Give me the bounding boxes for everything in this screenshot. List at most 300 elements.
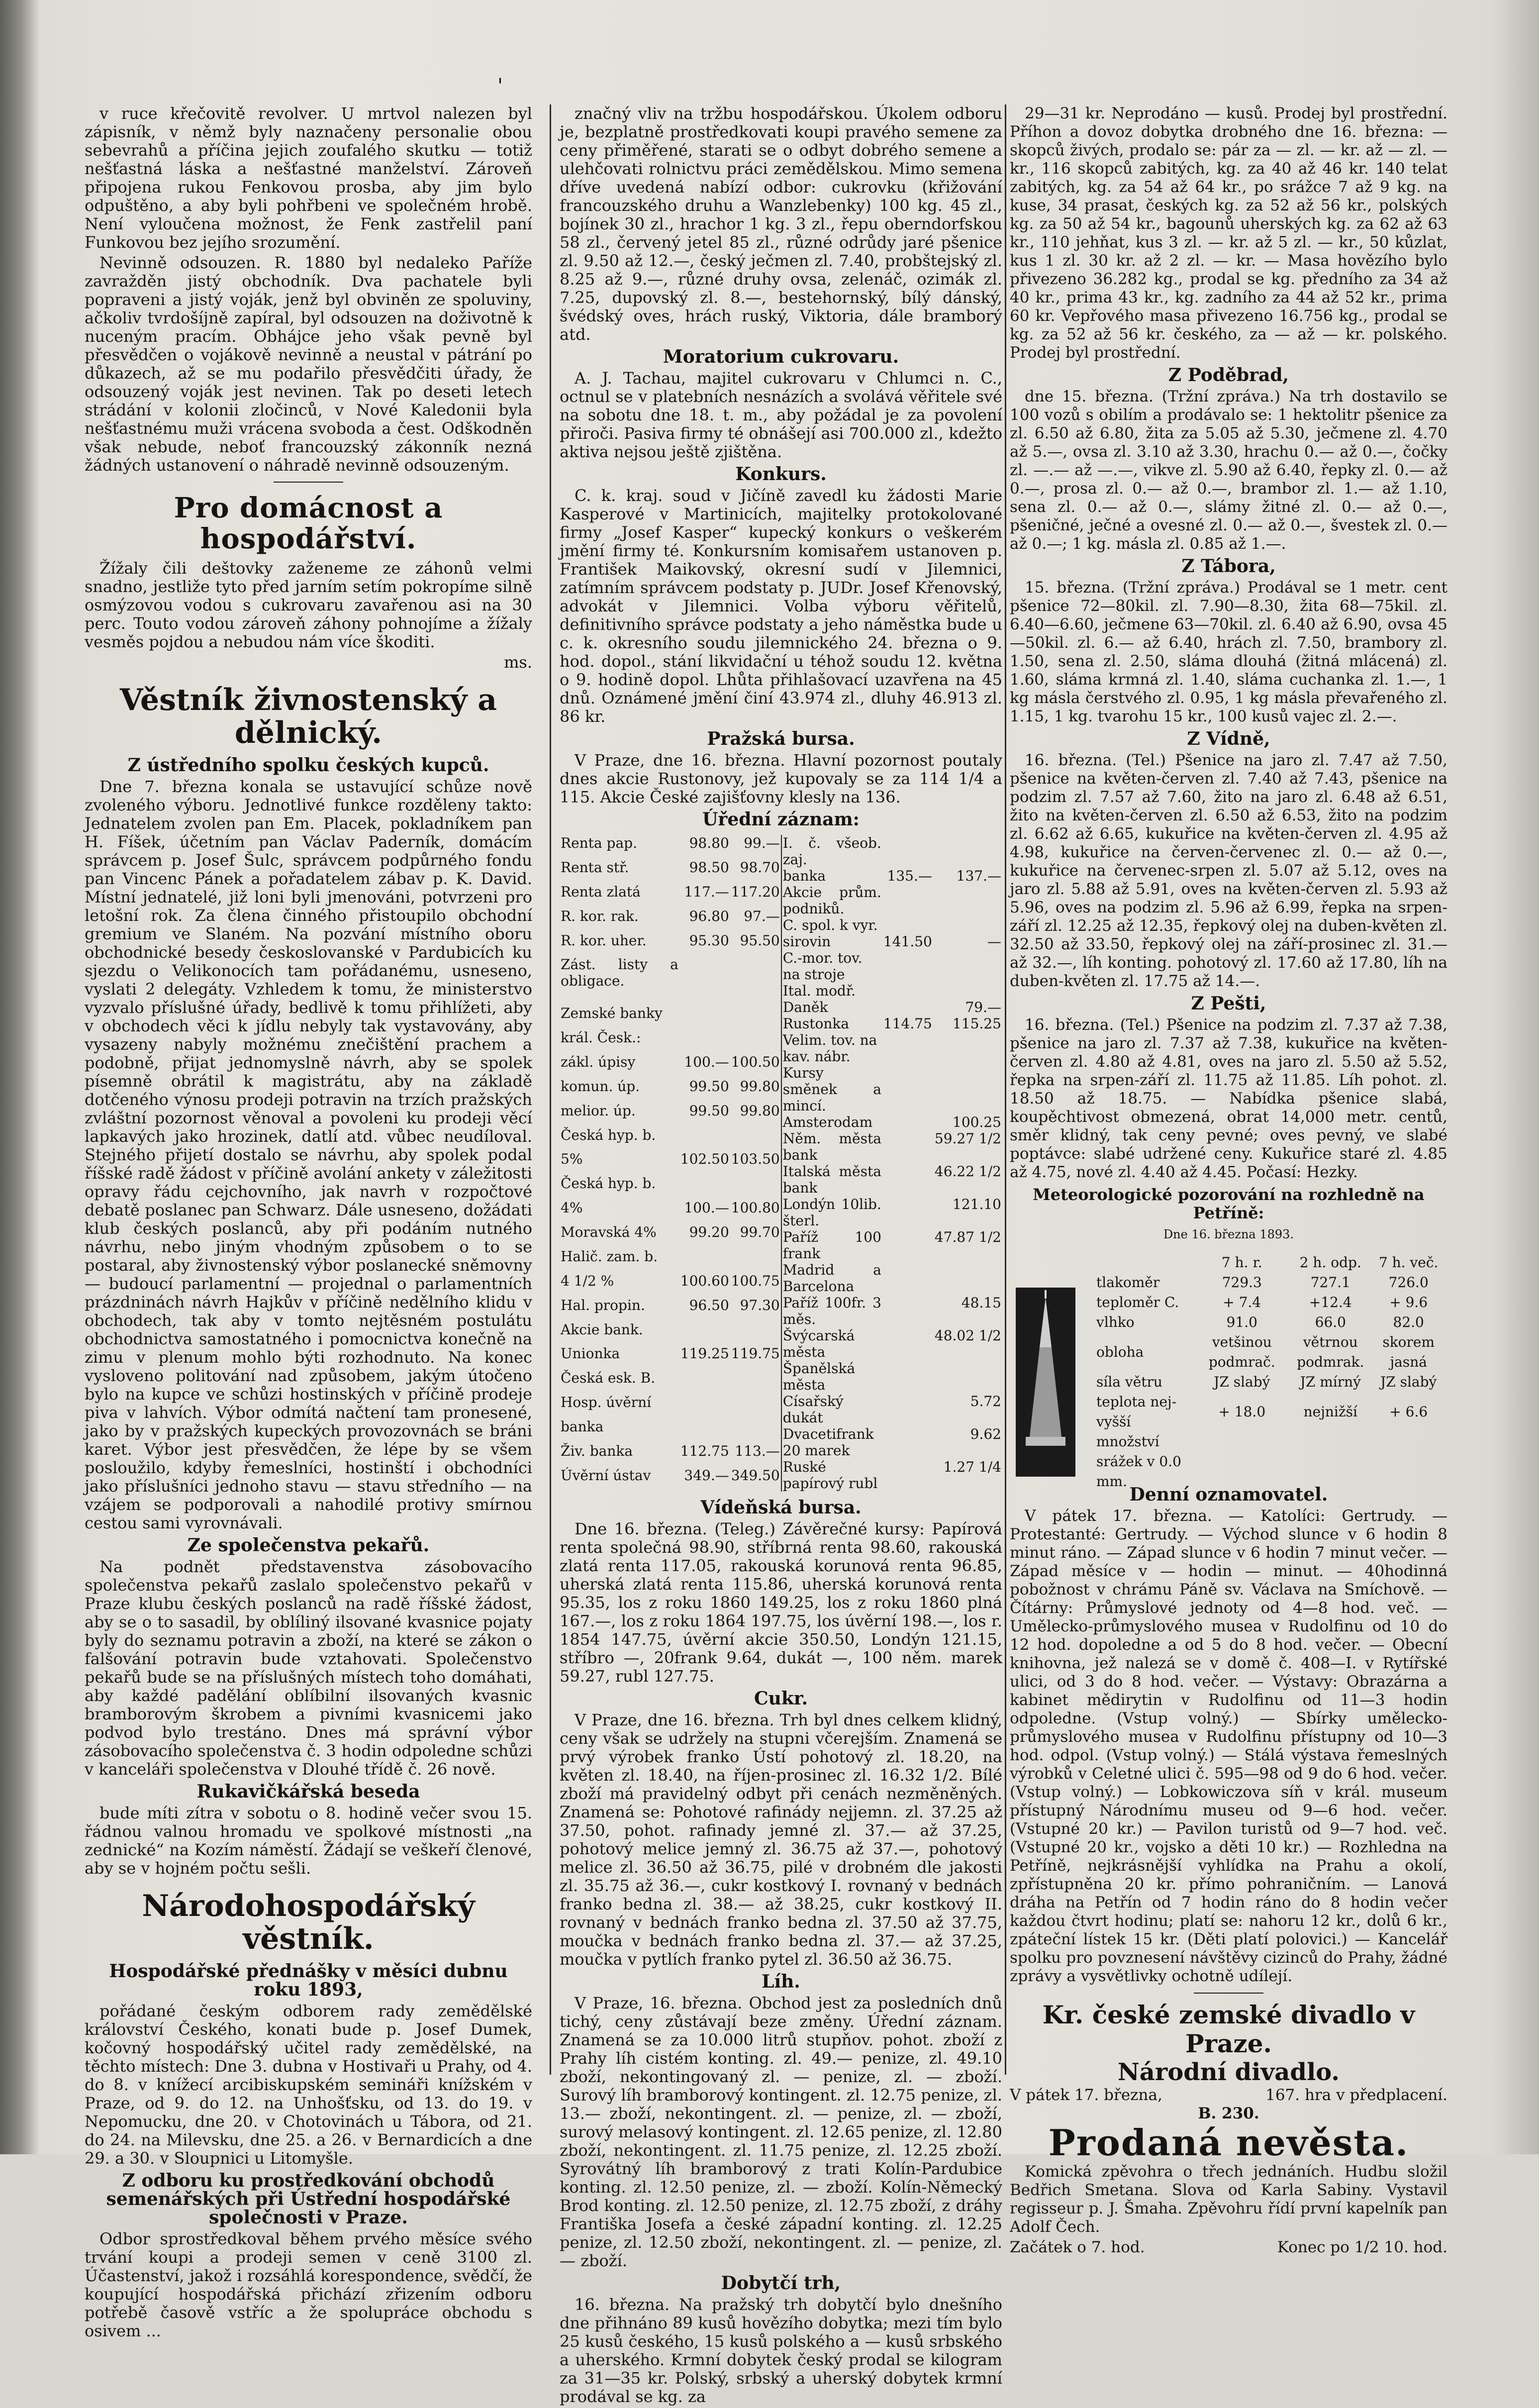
meteo-cell: skorem jasná: [1382, 1334, 1435, 1370]
rate-row: [781, 1015, 1002, 1032]
rate-label: Španělská města: [782, 1360, 856, 1393]
rate-row: [560, 1127, 781, 1151]
rate-value: [934, 1262, 1002, 1295]
rate-value: 59.27 1/2: [934, 1130, 1001, 1147]
rate-value: 96.80: [689, 907, 729, 924]
article-heading: Z Vídně,: [1187, 728, 1270, 749]
rate-row: [781, 1295, 1002, 1327]
rate-row: [781, 1229, 1002, 1262]
rate-value: 119.75: [731, 1345, 780, 1362]
meteo-cell: 82.0: [1393, 1314, 1424, 1330]
article-heading: Z Pešti,: [1191, 993, 1266, 1014]
article-text: 16. března. Na pražský trh dobytčí bylo dnešního dne přihnáno 89 kusů hovězího dobytka; mezi tím bylo 25 kusů českého, 15 kusů polského a — kusů srbského a uherského. Krmní dobytek český prodal se kilogram za 31—35 kr. Polský, srbský a uherský dobytek krmní prodával se kg. za: [560, 2295, 1002, 2406]
rate-label: kav. nábr.: [782, 1048, 851, 1065]
rate-label: 20 marek: [782, 1442, 850, 1459]
article-heading: Rukavičkářská beseda: [196, 1781, 420, 1802]
rate-label: C.-mor. tov.: [782, 950, 863, 966]
rate-label: 4 1/2 %: [561, 1272, 614, 1289]
rate-value: 99.—: [744, 835, 780, 851]
article-heading: Ze společenstva pekařů.: [187, 1535, 430, 1556]
rate-row: [560, 1103, 781, 1127]
rate-label: Madrid a Barcelona: [782, 1262, 881, 1295]
rate-row: [560, 1394, 781, 1418]
rate-value: 98.70: [740, 859, 780, 876]
article-heading: Denní oznamovatel.: [1129, 1484, 1328, 1505]
rates-tables: [560, 832, 1002, 1495]
rate-label: Úvěrní ústav: [561, 1467, 651, 1484]
rate-row: [560, 1418, 781, 1443]
rate-label: Londýn 10lib. šterl.: [782, 1196, 881, 1229]
rate-row: [781, 966, 1002, 983]
rate-row: [560, 1175, 781, 1200]
rate-row: [781, 1114, 1002, 1130]
rate-label: Něm. města bank: [782, 1130, 881, 1163]
rate-value: [679, 1394, 730, 1418]
rate-value: [882, 1130, 934, 1163]
theatre-performance: 167. hra v předplacení.: [1265, 2086, 1447, 2104]
rate-value: [882, 1163, 934, 1196]
meteo-cell: + 9.6: [1389, 1294, 1428, 1310]
rate-label: Akcie bank.: [561, 1321, 643, 1338]
rate-label: 5%: [561, 1151, 583, 1168]
rate-label: Zást. listy a obligace.: [561, 956, 678, 990]
rate-row: [560, 1005, 781, 1029]
rate-label: Amsterodam: [782, 1114, 873, 1130]
rate-label: Česká esk. B.: [561, 1370, 656, 1387]
rate-value: [934, 1360, 1002, 1393]
signature: ms.: [504, 653, 532, 672]
rate-value: [882, 1442, 934, 1459]
article-heading: Cukr.: [754, 1688, 808, 1709]
rate-value: [730, 1418, 781, 1443]
theatre-date-row: [1010, 2086, 1447, 2105]
rate-value: [882, 884, 934, 917]
rate-value: [882, 1459, 934, 1492]
rate-label: Renta stř.: [561, 859, 629, 876]
rate-label: Dvacetifrank: [782, 1426, 874, 1442]
rate-row: [560, 1078, 781, 1103]
rate-value: [934, 884, 1002, 917]
rate-label: sirovin: [782, 933, 831, 950]
rate-row: [560, 884, 781, 908]
rate-value: [679, 956, 730, 1005]
rate-value: 5.72: [970, 1393, 1001, 1409]
rate-label: Renta pap.: [561, 835, 637, 851]
rate-row: [560, 932, 781, 957]
meteo-cell: JZ slabý: [1380, 1374, 1437, 1390]
rate-value: 48.02 1/2: [934, 1327, 1001, 1344]
rate-label: Akcie prům. podniků.: [782, 884, 881, 917]
meteo-cell: [1374, 1432, 1443, 1492]
rate-row: [560, 908, 781, 932]
rate-label: C. spol. k vyr.: [782, 917, 878, 933]
rate-value: [730, 1394, 781, 1418]
rate-row: [781, 999, 1002, 1015]
rate-value: 114.75: [883, 1015, 932, 1032]
rate-value: 47.87 1/2: [934, 1229, 1001, 1245]
rate-row: [781, 983, 1002, 999]
rate-value: [882, 1426, 934, 1442]
meteo-cell: síla větru: [1096, 1374, 1162, 1390]
rate-row: [781, 917, 1002, 933]
rate-label: Hal. propin.: [561, 1297, 645, 1313]
rate-value: 141.50: [883, 933, 932, 950]
rate-value: 98.80: [689, 835, 729, 851]
article-heading: Dobytčí trh,: [721, 2273, 841, 2294]
meteo-cell: větrnou podmrak.: [1297, 1334, 1364, 1370]
rate-value: [934, 966, 1002, 983]
rate-value: 100.50: [731, 1053, 780, 1070]
rate-value: [882, 1032, 934, 1048]
rate-row: [560, 1297, 781, 1321]
column-1: [85, 104, 532, 2342]
meteo-row: [1094, 1432, 1443, 1492]
rate-row: [560, 1200, 781, 1224]
rate-label: král. Česk.:: [561, 1029, 641, 1046]
rate-label: Velim. tov. na: [782, 1032, 877, 1048]
rate-label: Ruské papírový rubl: [782, 1459, 878, 1492]
rate-value: —: [987, 933, 1001, 950]
meteo-cell: 726.0: [1388, 1274, 1429, 1291]
article-text: Nevinně odsouzen. R. 1880 byl nedaleko Paříže zavražděn jistý obchodník. Dva pachatele byli popraveni a jistý voják, jenž byl obviněn ze spoluviny, ačkoliv tvrdošíjně zapíral, byl odsouzen na doživotně k nuceným pracím. Obhájce jeho však pevně byl přesvědčen o vojákově nevinně a neustal v pátrání po důkazech, až se mu podařilo přesvědčiti úřady, že odsouzený voják jest nevinen. Tak po deseti letech strádání v kolonii zločinců, v Nové Kaledonii byla nešťastnému muži vrácena svoboda a čest. Odškodněn však nebude, neboť francouzský zákonník nezná žádných ustanovení o náhradě nevinně odsouzeným.: [85, 253, 532, 475]
rate-label: 4%: [561, 1200, 583, 1216]
rate-value: 97.30: [740, 1297, 780, 1313]
rate-value: 113.—: [735, 1442, 780, 1459]
meteo-cell: 7 h. r.: [1221, 1254, 1262, 1271]
rate-value: [934, 1032, 1002, 1048]
rate-label: komun. úp.: [561, 1078, 640, 1095]
rate-label: Živ. banka: [561, 1442, 633, 1459]
rate-row: [781, 933, 1002, 950]
theatre-notice: [1010, 2001, 1447, 2257]
rate-value: 102.50: [680, 1151, 729, 1168]
rate-value: [679, 1175, 730, 1200]
article-text: Odbor sprostředkoval během prvého měsíce svého trvání koupi a prodeji semen v ceně 3100 zl. Účastenství, jakož i rozsáhlá korespondence, svědčí, že koupující hospodářská přichází zřizením odboru potřebě časově vstříc a že spolupráce obchodu s osivem ...: [85, 2229, 532, 2340]
rate-row: [560, 1029, 781, 1054]
rate-value: [934, 1442, 1002, 1459]
meteo-cell: 66.0: [1315, 1314, 1346, 1330]
rate-row: [781, 1459, 1002, 1492]
rate-value: [679, 1127, 730, 1151]
rate-label: Císařský dukát: [782, 1393, 844, 1426]
rate-row: [781, 1163, 1002, 1196]
section-heading: Národohospodářský věstník.: [142, 1889, 475, 1956]
meteo-cell: + 6.6: [1389, 1404, 1428, 1420]
rate-value: 99.50: [689, 1102, 729, 1119]
rate-row: [560, 1345, 781, 1370]
article-text: V pátek 17. března. — Katolíci: Gertrudy. — Protestanté: Gertrudy. — Východ slunce v 6 hodin 8 minut ráno. — Západ slunce v 6 hodin 7 minut večer. — Západ měsíce v — hodin — minut. — 40hodinná pobožnost v chrámu Páně sv. Václava na Smíchově. — Čítárny: Průmyslové jednoty od 4—8 hod. več. — Umělecko-průmyslového musea v Rudolfinu od 10 do 12 hod. dopoledne a od 5 do 8 hod. večer. — Obecní knihovna, jež nalezá se v domě č. 408—I. v Rytířské ulici, od 3 do 8 hod. večer. — Výstavy: Obrazárna a kabinet mědirytin v Rudolfinu od 11—3 hodin odpoledne. (Vstup volný.) — Sbírky umělecko-průmyslového musea v Rudolfinu přístupny od 10—3 hod. odpol. (Vstup volný.) — Stálá výstava řemeslných výrobků v Celetné ulici č. 595—98 od 9 do 6 hod. večer. (Vstup volný.) — Lobkowiczova síň v král. museum přístupný Národnímu museu od 9—6 hod. večer. (Vstupné 20 kr.) — Pavilon turistů od 9—7 hod. več. (Vstupné 20 kr., vojsko a děti 10 kr.) — Rozhledna na Petříně, nejkrásnější vyhlídka na Prahu a okolí, zpřístupněna 20 kr. přímo pohraničním. — Lanová dráha na Petřín od 7 hodin ráno do 8 hodin večer každou čtvrt hodinu; platí se: nahoru 12 kr., dolů 6 kr., zpáteční lístek 15 kr. (Děti platí polovici.) — Kancelář spolku pro povznesení návštěvy cizinců do Prahy, žádné zprávy a vysvětlivky ochotně udílejí.: [1010, 1507, 1447, 1985]
section-heading: Věstník živnostenský a dělnický.: [119, 683, 497, 750]
rate-value: [934, 1065, 1002, 1114]
rate-value: [934, 950, 1002, 966]
rate-label: Renta zlatá: [561, 883, 641, 900]
column-rule: [1005, 104, 1006, 2075]
rate-label: Halič. zam. b.: [561, 1248, 658, 1265]
article-heading: Líh.: [762, 1971, 800, 1992]
rate-value: [882, 1196, 934, 1229]
meteo-cell: teplota nej-vyšší: [1096, 1394, 1177, 1430]
rate-value: [730, 1175, 781, 1200]
meteo-cell: 729.3: [1222, 1274, 1262, 1291]
rate-row: [781, 1327, 1002, 1360]
article-text: V Praze, 16. března. Obchod jest za posledních dnů tichý, ceny zůstávají beze změny. Úřední záznam. Znamená se za 10.000 litrů stupňov. pohot. zboží z Prahy líh cistém konting. zl. 49.— penize, zl. 49.10 zboží, nekontingovaný zl. — penize, zl. — zboží. Surový líh bramborový kontingent. zl. 12.75 penize, zl. 13.— zboží, nekontingent. zl. — penize, zl. — zboží, surový melasový kontingent. zl. 12.65 penize, zl. 12.80 zboží, nekontingent. zl. 11.75 penize, zl. 12.25 zboží. Syrovátný líh bramborový z trati Kolín-Pardubice konting. zl. 12.50 penize, zl. — zboží. Kolín-Německý Brod konting. zl. 12.50 penize, zl. 12.75 zboží, z dráhy Františka Josefa a české západní konting. zl. 12.25 penize, zl. 12.50 zboží, nekontingent. zl. — penize, zl. — zboží.: [560, 1994, 1002, 2270]
article-text: 29—31 kr. Neprodáno — kusů. Prodej byl prostřední. Příhon a dovoz dobytka drobného dne 16. března: — skopců živých, prodalo se: pár za — zl. — kr. až — zl. — kr., 116 skopců zabitých, kg. za 40 až 46 kr. 140 telat zabitých, kg. za 54 až 64 kr., po srážce 7 až 9 kg. na kuse, 34 prasat, českých kg. za 52 až 56 kr., polských kg. za 50 až 54 kr., bagounů uherských kg. za 62 až 63 kr., 110 jehňat, kus 3 zl. — kr. až 5 zl. — kr., 50 kůzlat, kus 1 zl. 30 kr. až 2 zl. — kr. — Masa hovězího bylo přivezeno 36.282 kg., prodal se kg. předního za 34 až 40 kr., prima 43 kr., kg. zadního za 44 až 52 kr., prima 60 kr. Vepřového masa přivezeno 16.756 kg., prodal se kg. za 52 až 56 kr. českého, za — až — kr. polského. Prodej byl prostřední.: [1010, 104, 1447, 362]
rate-value: [882, 950, 934, 966]
meteo-cell: [1286, 1432, 1374, 1492]
rate-value: 99.80: [740, 1102, 780, 1119]
rate-value: [934, 1048, 1002, 1065]
rate-value: [679, 1005, 730, 1029]
rate-row: [560, 859, 781, 884]
rate-value: 99.50: [689, 1078, 729, 1095]
rate-value: 100.—: [684, 1053, 729, 1070]
rate-row: [560, 1321, 781, 1346]
rate-row: [781, 1032, 1002, 1048]
rate-value: 100.25: [953, 1114, 1001, 1130]
rate-row: [781, 1196, 1002, 1229]
rate-row: [781, 1065, 1002, 1114]
rate-row: [560, 1224, 781, 1248]
rate-value: 96.50: [689, 1297, 729, 1313]
rate-value: [730, 1248, 781, 1273]
rate-value: 99.70: [740, 1224, 780, 1241]
rate-value: [882, 835, 934, 868]
rate-label: Unionka: [561, 1345, 620, 1362]
rate-value: [882, 999, 934, 1015]
rate-value: [882, 1295, 934, 1327]
rate-row: [781, 1130, 1002, 1163]
rate-value: 100.60: [680, 1272, 729, 1289]
rate-label: Švýcarská města: [782, 1327, 855, 1360]
rate-value: 98.50: [689, 859, 729, 876]
meteo-cell: 2 h. odp.: [1299, 1254, 1361, 1271]
rate-value: 1.27 1/4: [943, 1459, 1001, 1475]
theatre-subname: Národní divadlo.: [1117, 2058, 1340, 2086]
rate-value: [679, 1029, 730, 1054]
section-heading: Pro domácnost a hospodářství.: [174, 492, 443, 555]
rate-value: [934, 983, 1002, 999]
rate-row: [781, 868, 1002, 884]
article-text: Dne 7. března konala se ustavující schůze nově zvoleného výboru. Jednotlivé funkce rozděleny takto: Jednatelem zvolen pan Em. Placek, pokladníkem pan H. Fíšek, účetním pan Václav Paderník, domácím správcem p. Josef Šulc, správcem podpůrného fondu pan Vincenc Pánek a pořadatelem zábav p. K. David. Místní jednatelé, již loni byli jmenováni, potvrzeni pro letošní rok. Za člena činného přistoupilo obchodní gremium ve Slaném. Na pozvání místního oboru obchodnické besedy českoslovanské v Pardubicích ku sjezdu o Velikonocích tam pořádanému, usneseno, vyslati 2 delegáty. Vzhledem k tomu, že ministerstvo vyzvalo příslušné úřady, bedlivě k tomu přihlížeti, aby v obchodech věci k jídlu nebyly tak vystavovány, aby vysazeny nabyly možnému znečištění prachem a podobně, přijat jednomyslně návrh, aby se spolek písemně obrátil k magistrátu, aby na základě dotčeného výnosu prodeji potravin na trzích pražských zvláštní pozornost věnoval a povoleni ku prodeji věcí lapkavých jako hrozinek, datlí atd. vůbec neudíloval. Stejného přijetí dostalo se návrhu, aby spolek podal říšské radě žádost v příčině avolání ankety v záležitosti opravy řádu cejchovního, jak navrh v rozpočtové debatě poslanec pan Schwarz. Dále usneseno, dožádati klub českých poslanců, aby při podáním nutného návrhu, nebo jiným vhodným způsobem o to se postaral, aby živnostenský výbor poslanecké sněmovny — budoucí parlamentní — projednal o parlamentních prázdninách návrh Hajkův v příčině nedělního klidu v obchodech, tak aby v tomto nejtěsném postulátu obchodnictva samostatného i pomocnictva konečně na zimu v plenum mohlo býti rozhodnuto. Na konec vysloveno politování nad způsobem, jakým útočeno bylo na kupce ve schůzi hostinských v příčině prodeje piva v lahvích. Výbor odmítá načtení tam pronesené, jako by v pražských kupeckých provozovnách se bráni karet. Výbor jest přesvědčen, že lépe by se všem posloužilo, kdyby řemeslníci, hostinští i obchodníci jako příslušníci jednoho stavu — stavu středního — na vzájem se podporovali a nahodilé protivy smírnou cestou sami vyrovnávali.: [85, 777, 532, 1532]
meteo-cell: 7 h. več.: [1378, 1254, 1439, 1271]
meteo-block: [1010, 1248, 1447, 1490]
article-text: V Praze, dne 16. března. Trh byl dnes celkem klidný, ceny však se udržely na stupni včerejším. Znamená se prvý výrobek franko Ústí pohotový zl. 18.20, na květen zl. 18.40, na říjen-prosinec zl. 16.32 1/2. Bílé zboží má pravidelný odbyt při cenách nezměněných. Znamená se: Pohotové rafinády nejjemn. zl. 37.25 až 37.50, pohot. rafinady jemné zl. 37.— až 37.25, pohotový melice jemný zl. 36.75 až 37.—, pohotový melice zl. 36.50 až 36.75, pilé v drobném dle jakosti zl. 35.75 až 36.—, cukr kostkový I. rovnaný v bednách franko bedna zl. 38.— až 38.25, cukr kostkový II. rovnaný v bednách franko bedna zl. 37.50 až 37.75, moučka v bednách franko bedna zl. 37.— až 37.25, moučka v pytlích franko pytel zl. 36.50 až 36.75.: [560, 1710, 1002, 1969]
rate-value: [679, 1248, 730, 1273]
rate-value: [882, 1229, 934, 1262]
column-rule: [550, 104, 551, 2075]
rate-label: Zemské banky: [561, 1005, 663, 1022]
rate-row: [781, 1426, 1002, 1442]
meteo-cell: [1094, 1253, 1197, 1273]
table-heading: Úřední záznam:: [702, 809, 860, 830]
meteo-cell: 727.1: [1310, 1274, 1350, 1291]
article-heading: Konkurs.: [735, 464, 827, 485]
column-2: [560, 104, 1002, 2408]
rate-row: [781, 884, 1002, 917]
rates-table-right: [781, 835, 1002, 1492]
rate-label: melior. úp.: [561, 1102, 636, 1119]
rate-label: banka: [561, 1418, 604, 1435]
article-heading: Z Tábora,: [1181, 556, 1276, 577]
rates-table-left: [560, 835, 781, 1492]
rate-value: [730, 1005, 781, 1029]
rate-value: [730, 1321, 781, 1346]
meteo-cell: +12.4: [1309, 1294, 1352, 1310]
rate-row: [560, 835, 781, 859]
rate-value: 9.62: [970, 1426, 1001, 1442]
column-3: [1010, 104, 1447, 2257]
rate-value: [730, 956, 781, 1005]
rate-label: R. kor. rak.: [561, 907, 639, 924]
rate-label: I. č. všeob. zaj.: [782, 835, 881, 868]
rate-label: Ital. modř.: [782, 983, 856, 999]
article-text: 16. března. (Tel.) Pšenice na podzim zl. 7.37 až 7.38, pšenice na jaro zl. 7.37 až 7.38, kukuřice na květen-červen zl. 4.80 až 4.81, oves na jaro zl. 5.50 až 5.52, řepka na srpen-září zl. 11.75 až 11.85. Líh pohot. zl. 18.50 až 18.75. — Nabídka pšenice slabá, koupěchtivost obmezená, obrat 14,000 metr. centů, směr klidný, tak ceny pevné; oves pevný, ve slabé poptávce: slabé udržené ceny. Kukuřice staré zl. 4.85 až 4.75, nové zl. 4.40 až 4.45. Počasí: Hezky.: [1010, 1016, 1447, 1181]
rate-value: 103.50: [731, 1151, 780, 1168]
rate-value: [679, 1418, 730, 1443]
petrin-tower-icon: [1016, 1288, 1075, 1477]
rate-row: [560, 1467, 781, 1492]
article-text: 15. března. (Tržní zpráva.) Prodával se 1 metr. cent pšenice 72—80kil. zl. 7.90—8.30, žita 68—75kil. zl. 6.40—6.60, ječmene 63—70kil. zl. 6.40 až 6.90, ovsa 45—50kil. zl. 6.— až 6.40, hrách zl. 7.50, brambory zl. 1.50, sena zl. 2.50, sláma dlouhá (žitná mlácená) zl. 1.60, sláma krmná zl. 1.40, sláma cuchanka zl. 1.—, 1 kg másla čerstvého zl. 0.95, 1 kg másla převařeného zl. 1.15, 1 kg. tvarohu 15 kr., 100 kusů vajec zl. 2.—.: [1010, 579, 1447, 725]
play-title: Prodaná nevěsta.: [1048, 2121, 1409, 2164]
rate-value: [679, 1370, 730, 1394]
rate-value: [882, 1393, 934, 1426]
article-text: A. J. Tachau, majitel cukrovaru v Chlumci n. C., octnul se v platebních nesnázích a svolává věřitele své na sobotu dne 18. t. m., aby požádal je za povolení přiroči. Pasiva firmy té obnášejí asi 700.000 zl., kdežto aktiva nejsou ještě zjištěna.: [560, 369, 1002, 461]
article-text: V Praze, dne 16. března. Hlavní pozornost poutaly dnes akcie Rustonovy, jež kupovaly se za 114 1/4 a 115. Akcie České zajišťovny klesly na 136.: [560, 751, 1002, 806]
article-heading: Z ústředního spolku českých kupců.: [127, 755, 489, 776]
article-text: značný vliv na tržbu hospodářskou. Úkolem odboru je, bezplatně prostředkovati koupi pravého semene za ceny přiměřené, starati se o odbyt dobrého semene a ulehčovati rolnictvu práci zemědělskou. Mimo semena dříve uvedená nabízí odbor: cukrovku (křižování francouzského druhu a Wanzlebenky) 100 kg. 45 zl., bojínek 30 zl., hrachor 1 kg. 3 zl., řepu oberndorfskou 58 zl., červený jetel 85 zl., různé odrůdy jaré pšenice zl. 9.50 až 12.—, český ječmen zl. 7.40, probštejský zl. 8.25 až 9.—, různé druhy ovsa, zelenáč, ozimák zl. 7.25, dupovský zl. 8.—, bestehornský, bílý dánský, švédský oves, hrách ruský, Viktoria, dále bramborý atd.: [560, 104, 1002, 344]
rate-value: [882, 966, 934, 983]
rate-label: Paříž 100fr. 3 měs.: [782, 1295, 881, 1327]
rate-label: Italská města bank: [782, 1163, 881, 1196]
rate-label: Kursy směnek a mincí.: [782, 1065, 881, 1114]
article-text: Na podnět představenstva zásobovacího společenstva pekařů zaslalo společenstvo pekařů v Praze klubu českých poslanců na radě říšské žádost, aby se o to sasadil, by oblíliný ilsované kvasnice pojaty byly do seznamu potravin a zboží, na které se zákon o falšování potravin bude vztahovati. Společenstvo pekařů bude se na příslušných místech toho domáhati, aby každé padělání oblíbilní ilsovaných kvasnic bramborovým škrobem a pivními kvasnicemi jako podvod bylo trestáno. Dnes má správní výbor zásobovacího společenstva č. 3 hodin odpoledne schůzi v kanceláři společenstva v Dlouhé třídě č. 26 nově.: [85, 1557, 532, 1779]
separator: [274, 482, 343, 483]
rate-value: 97.—: [744, 907, 780, 924]
article-text: dne 15. března. (Tržní zpráva.) Na trh dostavilo se 100 vozů s obilím a prodávalo se: 1 hektolitr pšenice za zl. 6.50 až 6.80, žita za 5.05 až 5.30, ječmene zl. 4.70 až 5.—, ovsa zl. 3.10 až 3.30, hrachu 0.— až 0.—, čočky zl. —.— až —.—, vikve zl. 5.90 až 6.40, řepky zl. 0.— až 0.—, prosa zl. 0.— až 0.—, brambor zl. 1.— až 1.10, sena zl. 0.— až 0.—, slámy žitné zl. 0.— až 0.—, pšeničné, ječné a ovesné zl. 0.— až 0.—, švestek zl. 0.— až 0.—; 1 kg. másla zl. 0.85 až 1.—.: [1010, 388, 1447, 553]
rate-value: 349.—: [684, 1467, 729, 1484]
rate-value: 119.25: [680, 1345, 729, 1362]
rate-value: [934, 917, 1002, 933]
rate-label: Česká hyp. b.: [561, 1175, 656, 1192]
rate-row: [781, 1262, 1002, 1295]
rate-row: [781, 1393, 1002, 1426]
rate-row: [781, 1442, 1002, 1459]
rate-row: [560, 1054, 781, 1078]
rate-label: Česká hyp. b.: [561, 1126, 656, 1143]
rate-label: Daněk: [782, 999, 828, 1015]
rate-value: [882, 917, 934, 933]
meteo-cell: 91.0: [1226, 1314, 1257, 1330]
meteo-cell: obloha: [1096, 1344, 1144, 1360]
rate-label: na stroje: [782, 966, 845, 983]
rate-value: 135.—: [887, 868, 932, 884]
meteo-cell: tlakoměr: [1096, 1274, 1160, 1291]
meteo-date: Dne 16. března 1893.: [1163, 1227, 1294, 1241]
rate-label: zákl. úpisy: [561, 1053, 636, 1070]
meteo-header-row: [1094, 1253, 1443, 1273]
rate-row: [781, 835, 1002, 868]
rate-value: 137.—: [956, 868, 1001, 884]
rate-row: [560, 1370, 781, 1394]
rate-value: [882, 1065, 934, 1114]
meteo-row: [1094, 1273, 1443, 1293]
rate-value: [882, 1327, 934, 1360]
theatre-code: B. 230.: [1198, 2105, 1259, 2122]
theatre-times: [1010, 2238, 1447, 2257]
meteo-cell: JZ slabý: [1214, 1374, 1270, 1390]
rate-row: [560, 956, 781, 1005]
rate-value: 99.80: [740, 1078, 780, 1095]
rate-value: 115.25: [953, 1015, 1001, 1032]
rate-row: [560, 1248, 781, 1273]
rate-value: 99.20: [689, 1224, 729, 1241]
meteo-cell: teploměr C.: [1096, 1294, 1179, 1310]
rate-value: [882, 1114, 934, 1130]
rate-value: 95.30: [689, 932, 729, 949]
meteo-row: [1094, 1372, 1443, 1392]
theatre-date: V pátek 17. března,: [1010, 2086, 1162, 2104]
meteo-cell: nejnižší: [1303, 1404, 1357, 1420]
rate-value: [882, 1048, 934, 1065]
meteo-row: [1094, 1332, 1443, 1372]
rate-label: Rustonka: [782, 1015, 850, 1032]
rate-value: 100.—: [684, 1200, 729, 1216]
article-text: Žížaly čili deštovky zaženeme ze záhonů velmi snadno, jestliže tyto před jarním setím pokropíme silně osmýzovou vodou s cukrovaru zavařenou asi na 30 perc. Touto vodou zároveň záhony pohnojíme a žížaly vesměs pojdou a nebudou nám více škoditi.: [85, 559, 532, 651]
rate-value: [679, 1321, 730, 1346]
rate-value: 48.15: [961, 1295, 1001, 1311]
meteo-row: [1094, 1312, 1443, 1332]
article-text: pořádané českým odborem rady zemědělské království Českého, konati bude p. Josef Dumek, kočovný hospodářský učitel rady zemědělské, na těchto místech: Dne 3. dubna v Hostivaři u Prahy, od 4. do 8. v knížecí arcibiskupském semináři knížském v Praze, od 9. do 12. na Unhošťsku, od 13. do 19. v Nepomucku, dne 20. v Chotovinách u Tábora, od 21. do 24. na Milevsku, dne 25. a 26. v Bernardicích a dne 29. a 30. v Sloupnici u Litomyšle.: [85, 2002, 532, 2168]
article-heading: Z Poděbrad,: [1168, 365, 1289, 386]
meteo-cell: [1197, 1432, 1286, 1492]
article-heading: Moratorium cukrovaru.: [663, 346, 899, 367]
meteo-cell: vetšinou podmrač.: [1208, 1334, 1275, 1370]
rate-value: 112.75: [680, 1442, 729, 1459]
rate-value: 117.20: [731, 883, 780, 900]
start-time: Začátek o 7. hod.: [1010, 2238, 1145, 2256]
meteo-heading: Meteorologické pozorování na rozhledně na Petříně:: [1033, 1185, 1425, 1222]
rate-label: R. kor. uher.: [561, 932, 647, 949]
rate-row: [781, 950, 1002, 966]
meteo-row: [1094, 1293, 1443, 1312]
rate-row: [560, 1151, 781, 1175]
meteo-cell: vlhko: [1096, 1314, 1135, 1330]
meteo-cell: množství srážek v 0.0 mm.: [1096, 1433, 1181, 1490]
article-heading: Pražská bursa.: [707, 728, 855, 749]
rate-value: [730, 1127, 781, 1151]
rate-value: [730, 1370, 781, 1394]
rate-label: Moravská 4%: [561, 1224, 657, 1241]
rate-value: 100.80: [731, 1200, 780, 1216]
play-description: Komická zpěvohra o třech jednáních. Hudbu složil Bedřich Smetana. Slova od Karla Sabiny. Vystavil regisseur p. J. Šmaha. Zpěvohru řídí první kapelník pan Adolf Čech.: [1010, 2163, 1447, 2236]
article-heading: Vídeňská bursa.: [700, 1497, 862, 1518]
end-time: Konec po 1/2 10. hod.: [1277, 2238, 1447, 2256]
article-text: 16. března. (Tel.) Pšenice na jaro zl. 7.47 až 7.50, pšenice na květen-červen zl. 7.40 až 7.43, pšenice na podzim zl. 7.57 až 7.60, žito na jaro zl. 6.48 až 6.51, žito na květen-červen zl. 6.50 až 6.53, žito na podzim zl. 6.62 až 6.65, kukuřice na květen-červen zl. 4.95 až 4.98, kukuřice na červen-červenec zl. 0.— až 0.—, kukuřice na červenec-srpen zl. 5.07 až 5.12, oves na jaro zl. 5.88 až 5.91, oves na květen-červen zl. 5.93 až 5.96, oves na podzim zl. 5.96 až 6.99, řepka na srpen-září zl. 12.25 až 12.35, řepkový olej na duben-květen zl. 32.50 až 33.50, řepkový olej na září-prosinec zl. 31.— až 32.—, líh konting. pohotový zl. 17.60 až 17.80, líh na duben-květen zl. 17.75 až 14.—.: [1010, 751, 1447, 990]
meteo-cell: JZ mírný: [1300, 1374, 1361, 1390]
theatre-name: Kr. české zemské divadlo v Praze.: [1042, 2000, 1415, 2058]
rate-label: Paříž 100 frank: [782, 1229, 881, 1262]
rate-row: [781, 1360, 1002, 1393]
rate-value: [882, 1360, 934, 1393]
article-heading: Z odboru ku prostředkování obchodů semenářských při Ústřední hospodářské společnosti v Praze.: [106, 2170, 511, 2228]
rate-value: 46.22 1/2: [934, 1163, 1001, 1180]
article-text: Dne 16. března. (Teleg.) Závěrečné kursy: Papírová renta společná 98.90, stříbrná renta 98.60, rakouská zlatá renta 117.05, rakouská korunová renta 96.85, uherská zlatá renta 115.86, uherská korunová renta 95.35, los z roku 1860 149.25, los z roku 1860 plná 167.—, los z roku 1864 197.75, los úvěrní 198.—, los r. 1854 147.75, úvěrní akcie 350.50, Londýn 121.15, stříbro —, 20frank 9.64, dukát —, 100 něm. marek 59.27, rubl 127.75.: [560, 1519, 1002, 1686]
rate-value: [882, 1262, 934, 1295]
meteo-cell: + 7.4: [1223, 1294, 1261, 1310]
separator: [1194, 1993, 1263, 1994]
rate-value: 349.50: [731, 1467, 780, 1484]
article-text: C. k. kraj. soud v Jičíně zavedl ku žádosti Marie Kasperové v Martinicích, majitelky protokolované firmy „Josef Kasper“ kupecký konkurs o veškerém jmění firmy té. Konkursním komisařem ustanoven p. František Maikovský, okresní sudí v Jilemnici, zatímním správcem podstaty p. JUDr. Josef Křenovský, advokát v Jilemnici. Volba výboru věřitelů, definitivního správce podstaty a jeho náměstka bude u c. k. okresního soudu jilemnického 24. března o 9. hod. dopol., stání likvidační u téhož soudu 12. května o 9. hodině dopol. Lhůta přihlašovací uzavřena na 45 dnů. Oznámené jmění činí 43.974 zl., dluhy 46.913 zl. 86 kr.: [560, 486, 1002, 726]
